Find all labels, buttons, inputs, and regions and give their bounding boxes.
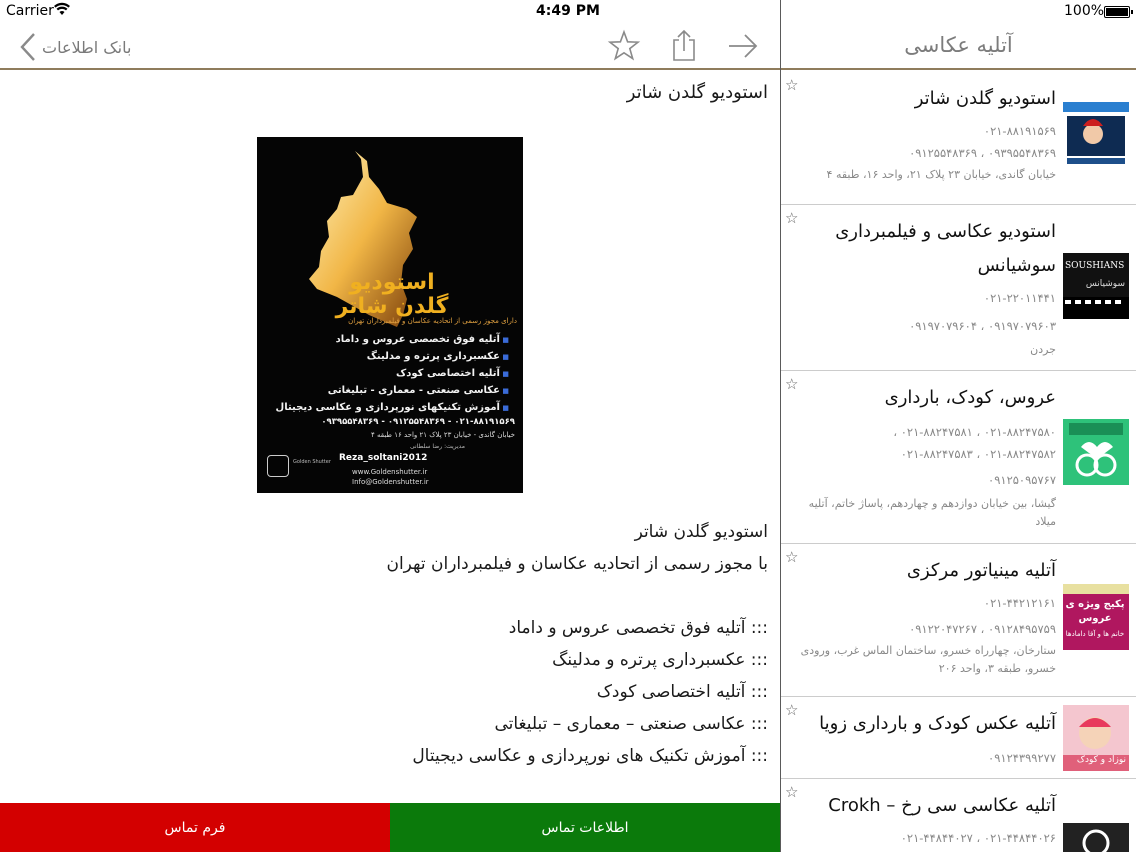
thumb-text: نوزاد و کودک	[1076, 755, 1126, 765]
item-thumbnail	[1063, 419, 1129, 485]
item-phone: ۰۲۱-۴۴۸۴۴۰۲۶ ، ۰۲۱-۴۴۸۴۴۰۲۷	[900, 831, 1056, 845]
item-phone: ۰۹۱۲۴۳۹۹۲۷۷	[988, 751, 1056, 765]
status-bar	[0, 0, 1136, 24]
list-item[interactable]	[781, 205, 1136, 371]
detail-pane	[0, 24, 780, 852]
description-line: با مجوز رسمی از اتحادیه عکاسان و فیلمبرداران تهران	[386, 554, 768, 574]
studio-poster	[257, 137, 523, 493]
item-text	[789, 371, 1056, 531]
item-thumbnail	[1063, 102, 1129, 168]
star-icon[interactable]: ☆	[785, 783, 799, 801]
thumb-subtext: سوشیانس	[1085, 279, 1125, 289]
item-text	[789, 697, 1056, 769]
description-line: ::: عکاسی صنعتی – معماری – تبلیغاتی	[494, 714, 768, 734]
description-line	[28, 580, 768, 612]
poster-email: Info@Goldenshutter.ir	[352, 478, 429, 486]
item-name: آتلیه عکاسی سی رخ – Crokh	[828, 795, 1056, 816]
battery-icon	[1104, 6, 1130, 18]
item-name: استودیو گلدن شاتر	[914, 88, 1056, 109]
item-phone: ۰۹۳۹۵۵۴۸۳۶۹ ، ۰۹۱۲۵۵۴۸۳۶۹	[909, 146, 1056, 160]
list-item[interactable]	[781, 697, 1136, 779]
item-phone: ۰۲۱-۸۸۲۴۷۵۸۲ ، ۰۲۱-۸۸۲۴۷۵۸۳	[900, 447, 1056, 461]
poster-subtitle: دارای مجوز رسمی از اتحادیه عکاسان و فیلمبرداران تهران	[348, 317, 517, 325]
thumb-text: SOUSHIANS	[1065, 261, 1125, 271]
item-phone: ۰۲۱-۸۸۲۴۷۵۸۰ ، ۰۲۱-۸۸۲۴۷۵۸۱ ،	[893, 425, 1056, 439]
poster-title: استودیو گلدن شاتر	[335, 270, 449, 319]
clock: 4:49 PM	[536, 3, 600, 19]
contact-form-button[interactable]: فرم تماس	[0, 803, 390, 852]
item-text	[789, 72, 1056, 184]
item-phone: ۰۹۱۲۸۴۹۵۷۵۹ ، ۰۹۱۲۲۰۴۷۲۶۷	[909, 622, 1056, 636]
poster-service: ■ عکاسی صنعتی - معماری - تبلیغاتی	[269, 382, 509, 399]
master-pane	[781, 24, 1136, 852]
poster-address: خیابان گاندی - خیابان ۲۳ پلاک ۲۱ واحد ۱۶ طبقه ۴	[370, 431, 515, 439]
item-thumbnail	[1063, 253, 1129, 319]
item-text	[789, 205, 1056, 359]
detail-nav-bar	[0, 24, 780, 70]
item-name: آتلیه مینیاتور مرکزی	[906, 560, 1056, 581]
battery-percent: 100%	[1064, 3, 1105, 19]
camera-logo-icon	[267, 455, 289, 477]
master-title: آتلیه عکاسی	[904, 33, 1013, 57]
poster-manager: مدیریت: رضا سلطانی	[410, 443, 465, 450]
poster-services-list	[269, 331, 509, 416]
back-button-label: بانک اطلاعات	[42, 37, 132, 57]
poster-service: ■ آتلیه فوق تخصصی عروس و داماد	[269, 331, 509, 348]
item-phone: ۰۹۱۲۵۰۹۵۷۶۷	[988, 473, 1056, 487]
poster-service: ■ آتلیه اختصاصی کودک	[269, 365, 509, 382]
bottom-action-bar	[0, 803, 780, 852]
star-icon[interactable]: ☆	[785, 76, 799, 94]
thumb-text: پکیج ویژه ی عروس	[1065, 599, 1125, 624]
list-item[interactable]	[781, 371, 1136, 544]
studio-list[interactable]	[781, 72, 1136, 852]
description-line: ::: آتلیه فوق تخصصی عروس و داماد	[508, 618, 768, 638]
item-phone: ۰۲۱-۸۸۱۹۱۵۶۹	[983, 124, 1056, 138]
item-address: ستارخان، چهارراه خسرو، ساختمان الماس غرب، ورودی خسرو، طبقه ۳، واحد ۲۰۶	[800, 644, 1056, 675]
item-name: استودیو عکاسی و فیلمبرداری سوشیانس	[835, 221, 1056, 276]
share-button[interactable]	[667, 29, 701, 63]
poster-instagram: Reza_soltani2012	[339, 453, 428, 463]
item-phone: ۰۲۱-۴۴۲۱۲۱۶۱	[983, 596, 1056, 610]
item-phone: ۰۹۱۹۷۰۷۹۶۰۳ ، ۰۹۱۹۷۰۷۹۶۰۴	[909, 319, 1056, 333]
item-text	[789, 779, 1056, 849]
carrier-label: Carrier	[6, 3, 54, 19]
star-icon[interactable]: ☆	[785, 375, 799, 393]
back-button[interactable]	[18, 30, 131, 64]
master-nav-bar	[781, 24, 1136, 70]
list-item[interactable]	[781, 544, 1136, 697]
item-thumbnail	[1063, 813, 1129, 852]
poster-service: ■ عکسبرداری پرتره و مدلینگ	[269, 348, 509, 365]
description-line: استودیو گلدن شاتر	[634, 522, 768, 542]
forward-button[interactable]	[726, 29, 760, 63]
item-thumbnail	[1063, 584, 1129, 650]
favorite-button[interactable]	[607, 29, 641, 63]
list-item[interactable]	[781, 779, 1136, 852]
star-icon[interactable]: ☆	[785, 548, 799, 566]
description-line: ::: عکسبرداری پرتره و مدلینگ	[552, 650, 768, 670]
item-address: خیابان گاندی، خیابان ۲۳ پلاک ۲۱، واحد ۱۶، طبقه ۴	[826, 168, 1056, 181]
thumb-subtext: خانم ها و آقا دامادها	[1065, 630, 1125, 638]
detail-content	[0, 72, 780, 803]
poster-logo-text: Golden Shutter	[293, 459, 331, 465]
studio-description	[28, 516, 768, 772]
arrow-right-icon	[726, 29, 760, 63]
share-icon	[667, 29, 701, 63]
item-thumbnail	[1063, 705, 1129, 771]
poster-website: www.Goldenshutter.ir	[352, 468, 428, 476]
contact-info-button[interactable]: اطلاعات تماس	[390, 803, 780, 852]
poster-service: ■ آموزش تکنیکهای نورپردازی و عکاسی دیجیتال	[269, 399, 509, 416]
detail-heading: استودیو گلدن شاتر	[626, 82, 768, 103]
chevron-left-icon	[18, 32, 38, 62]
star-icon[interactable]: ☆	[785, 209, 799, 227]
item-name: عروس، کودک، بارداری	[884, 387, 1056, 408]
description-line: ::: آموزش تکنیک های نورپردازی و عکاسی دیجیتال	[412, 746, 768, 766]
item-phone: ۰۲۱-۲۲۰۱۱۴۴۱	[983, 291, 1056, 305]
item-address: گیشا، بین خیابان دوازدهم و چهاردهم، پاساژ خاتم، آتلیه میلاد	[808, 497, 1056, 528]
description-line: ::: آتلیه اختصاصی کودک	[596, 682, 768, 702]
star-icon	[607, 29, 641, 63]
star-icon[interactable]: ☆	[785, 701, 799, 719]
item-address: جردن	[1030, 343, 1056, 356]
item-name: آتلیه عکس کودک و بارداری زویا	[819, 713, 1056, 734]
poster-phone: ۰۲۱-۸۸۱۹۱۵۶۹ - ۰۹۱۲۵۵۴۸۳۶۹ - ۰۹۳۹۵۵۴۸۳۶۹	[321, 417, 515, 427]
list-item[interactable]	[781, 72, 1136, 205]
item-text	[789, 544, 1056, 678]
